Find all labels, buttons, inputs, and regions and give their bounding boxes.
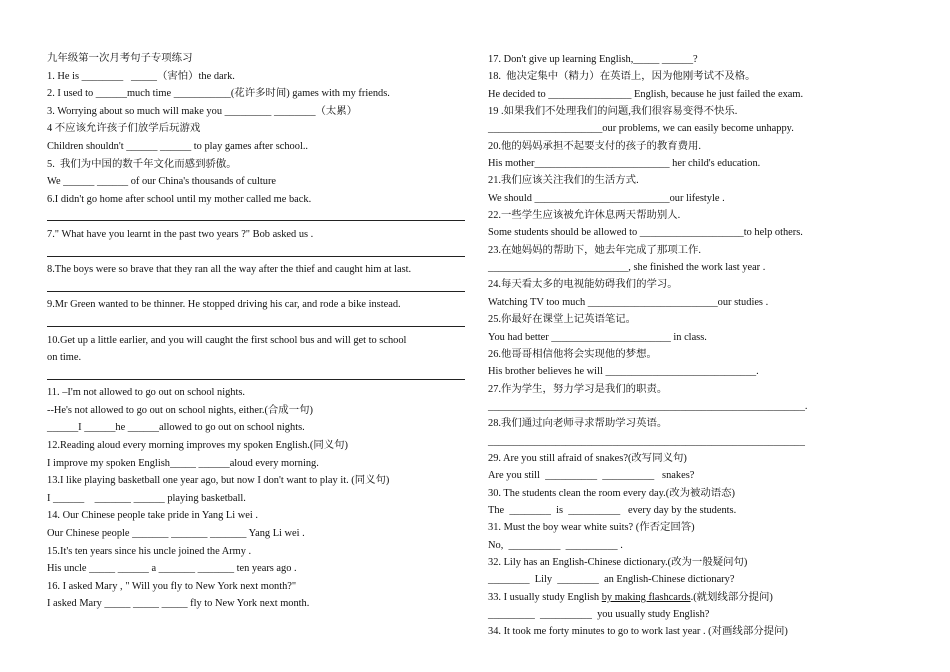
answer-line	[47, 314, 465, 332]
text-line	[47, 296, 465, 314]
text-line	[488, 103, 848, 120]
text-line	[488, 346, 848, 363]
line-text: 25.你最好在课堂上记英语笔记。	[488, 314, 637, 326]
line-text: --He's not allowed to go out on school nights, either.(合成一句)	[47, 404, 313, 416]
text-line	[488, 329, 848, 346]
text-line	[488, 224, 848, 241]
answer-line	[47, 367, 465, 385]
line-text: 21.我们应该关注我们的生活方式.	[488, 175, 639, 187]
text-line	[47, 85, 465, 103]
text-line	[488, 311, 848, 328]
line-text: I asked Mary _____ _____ _____ fly to New York next month.	[47, 598, 310, 610]
line-text: 17. Don't give up learning English,_____ ______?	[488, 54, 698, 65]
text-line	[47, 103, 465, 121]
line-text: 5. 我们为中国的数千年文化而感到骄傲。	[47, 158, 237, 170]
text-line	[488, 502, 848, 519]
text-line	[47, 156, 465, 174]
text-line	[488, 276, 848, 293]
text-line	[47, 349, 465, 367]
line-text: _____________________________________________________________	[488, 435, 805, 447]
line-text: 23.在她妈妈的帮助下，她去年完成了那项工作.	[488, 244, 702, 256]
text-line	[488, 381, 848, 398]
text-line	[47, 437, 465, 455]
line-text: 4 不应该允许孩子们放学后玩游戏	[47, 123, 201, 135]
text-line	[488, 207, 848, 224]
line-text: ______________________our problems, we can easily become unhappy.	[488, 123, 794, 135]
text-line	[488, 51, 848, 68]
text-line	[488, 68, 848, 85]
text-line	[488, 485, 848, 502]
text-line	[488, 606, 848, 623]
line-text: His brother believes he will _____________________________.	[488, 366, 759, 378]
text-line	[47, 455, 465, 473]
text-line	[488, 415, 848, 432]
text-line	[47, 191, 465, 209]
line-text: 10.Get up a little earlier, and you will caught the first school bus and will get to school	[47, 334, 407, 346]
line-text: 28.我们通过向老师寻求帮助学习英语。	[488, 418, 668, 430]
line-text: 2. I used to ______much time ___________(花许多时间) games with my friends.	[47, 88, 390, 100]
text-line	[488, 450, 848, 467]
text-line	[488, 589, 848, 606]
answer-line	[47, 244, 465, 262]
text-line	[47, 402, 465, 420]
line-text: 29. Are you still afraid of snakes?(改写同义句)	[488, 452, 687, 464]
text-line	[47, 578, 465, 596]
line-text: 18. 他决定集中（精力）在英语上，因为他刚考试不及格。	[488, 71, 756, 83]
line-text: ________ Lily ________ an English-Chinese dictionary?	[488, 574, 735, 586]
text-line	[47, 332, 465, 350]
line-text: His uncle _____ ______ a _______ _______ ten years ago .	[47, 563, 297, 575]
line-text: I improve my spoken English_____ ______aloud every morning.	[47, 457, 319, 469]
line-text: Our Chinese people _______ _______ _______ Yang Li wei .	[47, 528, 305, 540]
text-line	[488, 571, 848, 588]
line-text: 27.作为学生，努力学习是我们的职责。	[488, 383, 668, 395]
text-line	[47, 50, 465, 68]
line-text: 6.I didn't go home after school until my mother called me back.	[47, 193, 312, 205]
answer-line	[47, 279, 465, 297]
line-text: 3. Worrying about so much will make you _________ ________（太累）	[47, 105, 358, 117]
text-line	[488, 172, 848, 189]
answer-line	[47, 208, 465, 226]
line-text: 13.I like playing basketball one year ago, but now I don't want to play it. (同义句)	[47, 475, 390, 487]
line-text: 1. He is ________ _____（害怕）the dark.	[47, 70, 235, 82]
line-text: _________ __________ you usually study English?	[488, 609, 710, 620]
line-text: 31. Must the boy wear white suits? (作否定回答)	[488, 522, 695, 534]
text-line	[488, 433, 848, 450]
text-line	[488, 519, 848, 536]
line-text: 19 .如果我们不处理我们的问题,我们很容易变得不快乐.	[488, 106, 738, 118]
text-line	[488, 467, 848, 484]
line-text: ___________________________, she finished the work last year .	[488, 262, 766, 274]
text-line	[47, 120, 465, 138]
line-text: 16. I asked Mary , " Will you fly to New York next month?"	[47, 580, 297, 592]
text-line	[47, 173, 465, 191]
text-line	[488, 120, 848, 137]
text-line	[47, 595, 465, 613]
right-column	[488, 51, 848, 641]
text-line	[488, 86, 848, 103]
left-column	[47, 50, 465, 613]
line-text: 15.It's ten years since his uncle joined the Army .	[47, 545, 252, 557]
text-line	[47, 384, 465, 402]
line-text: _____________________________________________________________.	[488, 400, 808, 412]
text-line	[47, 226, 465, 244]
text-line	[488, 155, 848, 172]
text-line	[47, 419, 465, 437]
line-text: ______I ______he ______allowed to go out on school nights.	[47, 422, 305, 434]
line-text: Watching TV too much _________________________our studies .	[488, 296, 769, 308]
line-text: 34. It took me forty minutes to go to work last year . (对画线部分提问)	[488, 626, 788, 638]
line-text: 24.每天看太多的电视能妨碍我们的学习。	[488, 279, 678, 291]
text-line	[47, 261, 465, 279]
text-line	[488, 294, 848, 311]
line-text: 26.他哥哥相信他将会实现他的梦想。	[488, 348, 657, 360]
underlined-phrase: by making flashcards	[601, 591, 691, 603]
text-line	[488, 363, 848, 380]
line-text: 九年级第一次月考句子专项练习	[47, 53, 193, 64]
text-line	[488, 623, 848, 640]
line-text: We ______ ______ of our China's thousands of culture	[47, 176, 277, 188]
line-text: 33. I usually study English	[488, 591, 602, 603]
text-line	[488, 138, 848, 155]
line-text: You had better _______________________ in class.	[488, 331, 707, 343]
text-line	[488, 190, 848, 207]
text-line	[488, 242, 848, 259]
line-text: Are you still __________ __________ snakes?	[488, 470, 695, 482]
line-text: No, __________ __________ .	[488, 539, 623, 551]
line-text: 9.Mr Green wanted to be thinner. He stopped driving his car, and rode a bike instead.	[47, 299, 401, 311]
line-text: 32. Lily has an English-Chinese dictionary.(改为一般疑问句)	[488, 556, 748, 568]
line-text: The ________ is __________ every day by the students.	[488, 504, 737, 516]
text-line	[47, 138, 465, 156]
line-text: on time.	[47, 352, 82, 364]
text-line	[47, 525, 465, 543]
line-text: He decided to ________________ English, because he just failed the exam.	[488, 88, 804, 100]
line-text: Children shouldn't ______ ______ to play games after school..	[47, 140, 309, 152]
line-text: 20.他的妈妈承担不起要支付的孩子的教育费用.	[488, 140, 702, 152]
line-text: Some students should be allowed to ____________________to help others.	[488, 227, 803, 239]
text-line	[47, 68, 465, 86]
text-line	[47, 507, 465, 525]
line-text-tail: .(就划线部分提问)	[690, 591, 773, 603]
line-text: 22.一些学生应该被允许休息两天帮助别人.	[488, 210, 681, 222]
line-text: His mother__________________________ her child's education.	[488, 158, 761, 170]
text-line	[47, 560, 465, 578]
line-text: 12.Reading aloud every morning improves my spoken English.(同义句)	[47, 440, 348, 452]
line-text: 14. Our Chinese people take pride in Yang Li wei .	[47, 510, 258, 522]
line-text: 30. The students clean the room every day.(改为被动语态)	[488, 487, 736, 499]
text-line	[47, 490, 465, 508]
text-line	[488, 259, 848, 276]
text-line	[47, 543, 465, 561]
line-text: I ______ _______ ______ playing basketball.	[47, 492, 246, 504]
line-text: 11. –I'm not allowed to go out on school nights.	[47, 387, 246, 399]
line-text: 8.The boys were so brave that they ran all the way after the thief and caught him at last.	[47, 264, 412, 276]
text-line	[488, 398, 848, 415]
text-line	[47, 472, 465, 490]
line-text: 7." What have you learnt in the past two years ?" Bob asked us .	[47, 228, 314, 240]
text-line	[488, 537, 848, 554]
line-text: We should __________________________our lifestyle .	[488, 192, 725, 204]
text-line	[488, 554, 848, 571]
